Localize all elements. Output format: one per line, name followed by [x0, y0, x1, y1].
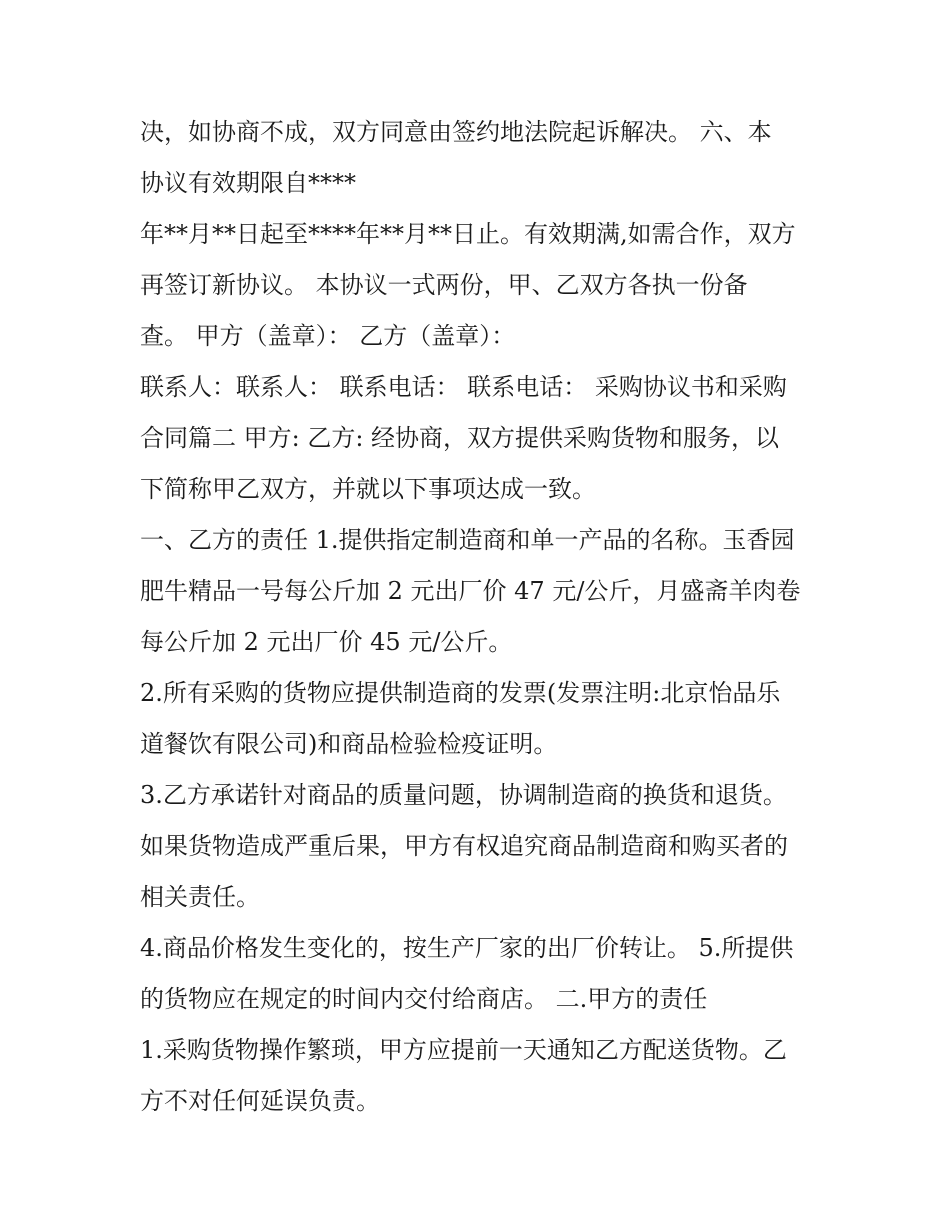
text-line: 查。 甲方（盖章）： 乙方（盖章）： [140, 322, 516, 350]
text-line: 1.采购货物操作繁琐，甲方应提前一天通知乙方配送货物。乙 [140, 1036, 787, 1064]
text-line: 再签订新协议。 本协议一式两份，甲、乙双方各执一份备 [140, 271, 748, 299]
text-line: 相关责任。 [140, 883, 260, 911]
text-line: 年**月**日起至****年**月**日止。有效期满,如需合作，双方 [140, 220, 796, 248]
text-line: 肥牛精品一号每公斤加 2 元出厂价 47 元/公斤，月盛斋羊肉卷 [140, 577, 801, 605]
text-line: 一、乙方的责任 1.提供指定制造商和单一产品的名称。玉香园 [140, 526, 795, 554]
text-line: 联系人：联系人： 联系电话： 联系电话： 采购协议书和采购 [140, 373, 787, 401]
text-line: 下简称甲乙双方，并就以下事项达成一致。 [140, 475, 596, 503]
text-line: 协议有效期限自**** [140, 169, 356, 197]
text-line: 如果货物造成严重后果，甲方有权追究商品制造商和购买者的 [140, 832, 788, 860]
document-body [140, 107, 830, 1127]
text-line: 3.乙方承诺针对商品的质量问题，协调制造商的换货和退货。 [140, 781, 787, 809]
text-line: 4.商品价格发生变化的，按生产厂家的出厂价转让。 5.所提供 [140, 934, 794, 962]
text-line: 决，如协商不成，双方同意由签约地法院起诉解决。 六、本 [140, 118, 772, 146]
text-line: 道餐饮有限公司)和商品检验检疫证明。 [140, 730, 558, 758]
text-line: 的货物应在规定的时间内交付给商店。 二.甲方的责任 [140, 985, 708, 1013]
text-line: 方不对任何延误负责。 [140, 1087, 380, 1115]
text-line: 合同篇二 甲方: 乙方: 经协商，双方提供采购货物和服务，以 [140, 424, 780, 452]
text-line: 每公斤加 2 元出厂价 45 元/公斤。 [140, 628, 513, 656]
text-line: 2.所有采购的货物应提供制造商的发票(发票注明:北京怡品乐 [140, 679, 781, 707]
